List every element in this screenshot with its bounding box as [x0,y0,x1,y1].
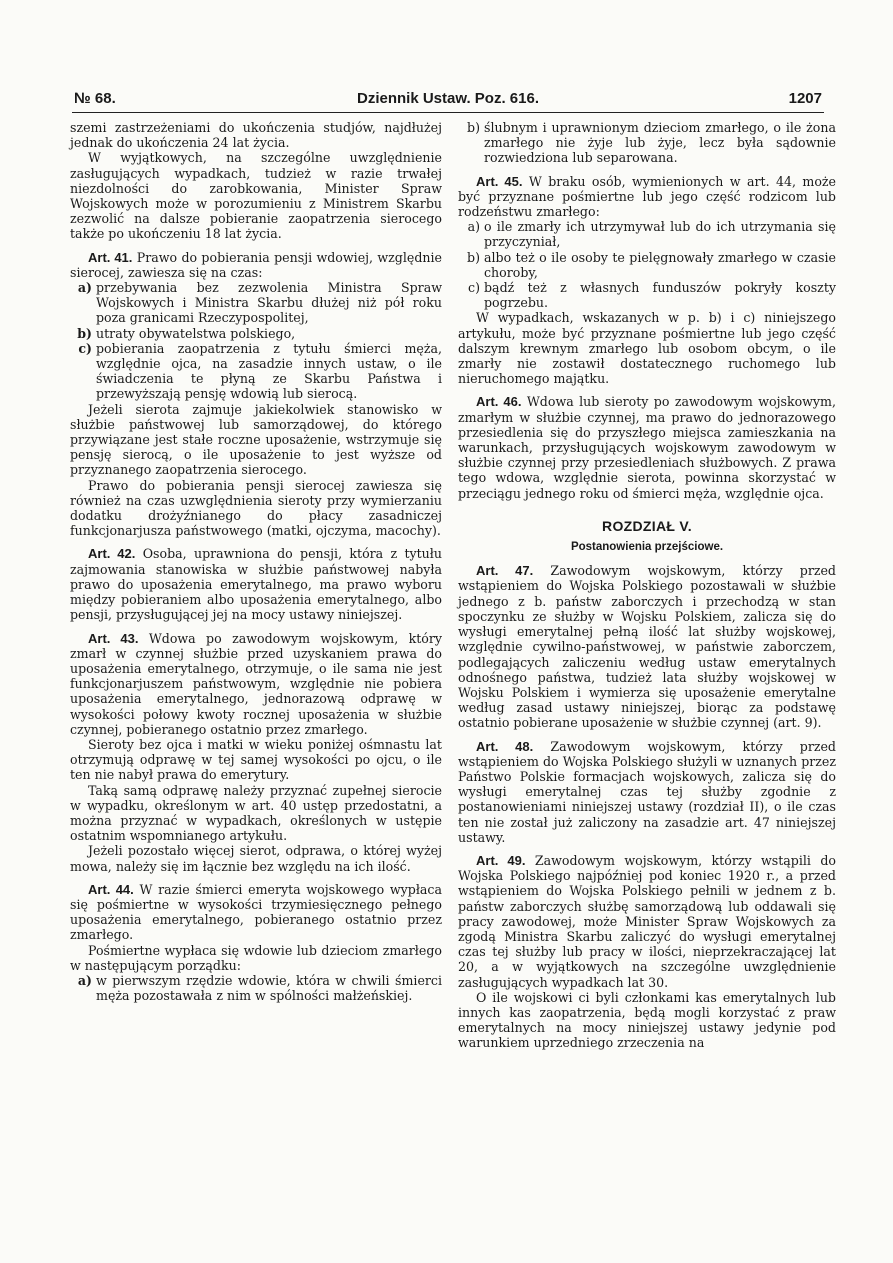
paragraph: Sieroty bez ojca i matki w wieku poniżej ośmnastu lat otrzymują odprawę w tej samej wysokości po ojcu, o ile ten nie nabył prawa do emerytury. [70,736,442,783]
article-text: Zawodowym wojskowym, którzy wstąpili do Wojska Polskiego najpóźniej pod koniec 1920 r., a przed wstąpieniem do Wojska Polskiego pełnili w jednem z b. państw zaborczych służbę samorządową lub oddawali się pracy zawodowej, może Minister Spraw Wojskowych za zgodą Ministra Skarbu zaliczyć do wysługi emerytalnej czas tej służby lub pracy w ilości, nieprzekraczającej lat 20, a w wyjątkowych na szczególne uwzględnienie zasługujących wypadkach lat 30. [458,852,836,990]
list-item: a) w pierwszym rzędzie wdowie, która w chwili śmierci męża pozostawała z nim w spólności małżeńskiej. [77,972,442,1004]
article-heading: Art. 42. [88,546,136,562]
left-column [70,120,442,1003]
article-heading: Art. 43. [88,630,139,646]
journal-title: Dziennik Ustaw. Poz. 616. [357,90,539,107]
article-43 [70,631,442,737]
article-text: Wdowa po zawodowym wojskowym, który zmarł w czynnej służbie przed uzyskaniem prawa do uposażenia emerytalnego, otrzymuje, o ile sama nie jest funkcjonarjuszem państwowym, względnie nie pobiera uposażenia emerytalnego, jednorazową odprawę w wysokości połowy kwoty rocznej uposażenia w służbie czynnej, pobieranego ostatnio przez zmarłego. [70,630,442,737]
paragraph: W wyjątkowych, na szczególne uwzględnienie zasługujących wypadkach, tudzież w razie trwałej niezdolności do zarobkowania, Minister Spraw Wojskowych może w porozumieniu z Ministrem Skarbu zezwolić na dalsze pobieranie zaopatrzenia sierocego także po ukończeniu 18 lat życia. [70,150,442,242]
paragraph: Taką samą odprawę należy przyznać zupełnej sierocie w wypadku, określonym w art. 40 ustęp przedostatni, a można przyznać w wypadkach, określonych w ustępie ostatnim wspomnianego artykułu. [70,782,442,844]
list-item: b) utraty obywatelstwa polskiego, [77,325,296,341]
article-text: Wdowa lub sieroty po zawodowym wojskowym, zmarłym w służbie czynnej, ma prawo do jednorazowego przesiedlenia się do przyszłego miejsca zamieszkania na warunkach, przysługujących wojskowym zawodowym w służbie czynnej przy przesiedleniach służbowych. Z prawa tego wdowa, względnie sierota, powinna skorzystać w przeciągu jednego roku od śmierci męża, względnie ojca. [458,394,836,501]
article-42 [70,546,442,622]
article-heading: Art. 44. [88,881,134,897]
article-heading: Art. 41. [88,249,133,265]
article-48 [458,739,836,845]
article-text: Zawodowym wojskowym, którzy przed wstąpieniem do Wojska Polskiego pozostawali w służbie jednego z b. państw zaborczych i przechodzą w stan spoczynku ze służby w Wojsku Polskiem, zalicza się do wysługi emerytalnej pełną ilość lat służby wojskowej, względnie cywilno-państwowej, w państwie zaborczem, podlegających zaliczeniu według ustaw emerytalnych odnośnego państwa, tudzież lata służby wojskowej w Wojsku Polskiem i wymierza się uposażenie emerytalne według zasad ustawy niniejszej, biorąc za podstawę ostatnio pobierane uposażenie w służbie czynnej (art. 9). [458,563,836,731]
paragraph: Jeżeli pozostało więcej sierot, odprawa, o której wyżej mowa, należy się im łącznie bez względu na ich ilość. [70,843,442,874]
page-header [72,88,824,113]
page-number: 1207 [788,90,822,107]
list-item: c) bądź też z własnych funduszów pokryły koszty pogrzebu. [468,280,836,311]
chapter-subheading: Postanowienia przejściowe. [570,541,724,554]
article-heading: Art. 45. [476,173,523,189]
right-column [458,120,836,1051]
article-49 [458,853,836,990]
paragraph: O ile wojskowi ci byli członkami kas emerytalnych lub innych kas zaopatrzenia, będą mogli korzystać z praw emerytalnych na mocy niniejszej ustawy jedynie pod warunkiem uprzedniego zrzeczenia na [458,989,836,1051]
article-heading: Art. 46. [476,394,522,410]
chapter-heading: ROZDZIAŁ V. [602,517,692,534]
article-text: W braku osób, wymienionych w art. 44, może być przyznane pośmiertne lub jego część rodzicom lub rodzeństwu zmarłego: [458,173,836,220]
article-text: Osoba, uprawniona do pensji, która z tytułu zajmowania stanowiska w służbie państwowej nabyła prawo do uposażenia emerytalnego, ma prawo wyboru między pobieraniem albo uposażenia emerytalnego, albo pensji, przysługującej jej na mocy ustawy niniejszej. [70,546,442,623]
article-heading: Art. 49. [476,852,526,868]
article-heading: Art. 47. [476,563,534,579]
article-41 [70,250,442,280]
article-44 [70,882,442,943]
article-text: Zawodowym wojskowym, którzy przed wstąpieniem do Wojska Polskiego służyli w uznanych przez Państwo Polskie formacjach wojskowych, zalicza się do wysługi emerytalnej czas tej służby zgodnie z postanowieniami niniejszej ustawy (rozdział II), o ile czas ten nie został już zaliczony na zasadzie art. 47 niniejszej ustawy. [458,738,836,845]
paragraph: Jeżeli sierota zajmuje jakiekolwiek stanowisko w służbie państwowej lub samorządowej, do którego przywiązane jest stałe roczne uposażenie, wstrzymuje się pensję sierocą, o ile uposażenie to jest wyższe od przyznanego zaopatrzenia sierocego. [70,401,442,478]
article-46 [458,394,836,500]
list-item: b) albo też o ile osoby te pielęgnowały zmarłego w czasie choroby, [467,249,836,280]
paragraph: Pośmiertne wypłaca się wdowie lub dzieciom zmarłego w następującym porządku: [70,942,442,973]
list-item: c) pobierania zaopatrzenia z tytułu śmierci męża, względnie ojca, na zasadzie innych ustaw, o ile świadczenia te płyną ze Skarbu Państwa i przewyższają pensję wdowią lub sierocą. [78,340,442,402]
list-item: b) ślubnym i uprawnionym dzieciom zmarłego, o ile żona zmarłego nie żyje lub żyje, lecz była sądownie rozwiedziona lub separowana. [467,120,836,166]
paragraph: szemi zastrzeżeniami do ukończenia studjów, najdłużej jednak do ukończenia 24 lat życia. [70,120,442,151]
article-47 [458,563,836,730]
article-text: W razie śmierci emeryta wojskowego wypłaca się pośmiertne w wysokości trzymiesięcznego pełnego uposażenia emerytalnego, pobieranego ostatnio przez zmarłego. [70,881,442,943]
article-heading: Art. 48. [476,738,534,754]
article-text: Prawo do pobierania pensji wdowiej, względnie sierocej, zawiesza się na czas: [70,249,442,280]
issue-number: № 68. [74,90,116,107]
list-item: a) przebywania bez zezwolenia Ministra Spraw Wojskowych i Ministra Skarbu dłużej niż pół roku poza granicami Rzeczypospolitej, [77,280,442,326]
paragraph: Prawo do pobierania pensji sierocej zawiesza się również na czas uzwględnienia sieroty przy wymierzaniu dodatku drożyźnianego do płacy zasadniczej funkcjonarjusza państwowego (matki, ojczyma, macochy). [70,477,442,539]
list-item: a) o ile zmarły ich utrzymywał lub do ich utrzymania się przyczyniał, [467,219,836,250]
paragraph: W wypadkach, wskazanych w p. b) i c) niniejszego artykułu, może być przyznane pośmiertne lub jego część dalszym krewnym zmarłego lub osobom obcym, o ile zmarły nie zostawił dostatecznego ruchomego lub nieruchomego majątku. [458,310,836,387]
article-45 [458,174,836,220]
